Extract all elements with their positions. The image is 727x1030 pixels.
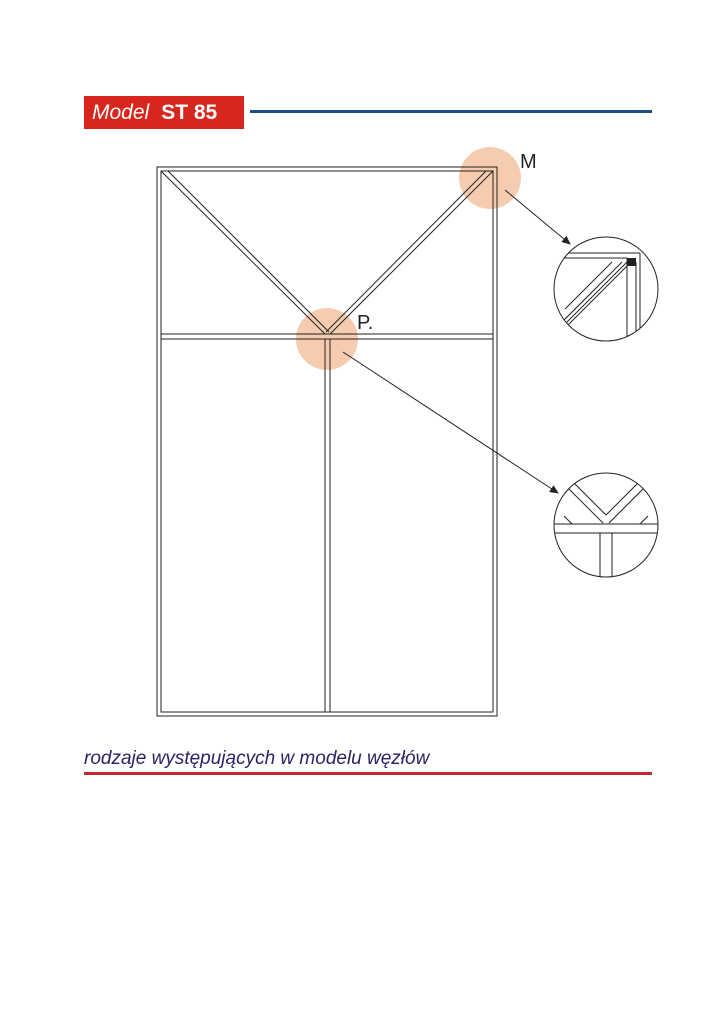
diagram-caption: rodzaje występujących w modelu węzłów: [84, 748, 430, 769]
window-frame: [157, 167, 497, 716]
detail-m-zoom: [540, 237, 658, 350]
model-word: Model: [92, 100, 150, 124]
arrow-p: [343, 352, 558, 493]
detail-p-zoom: [550, 473, 665, 585]
mullion-bar: [325, 339, 330, 712]
node-m-label: M: [520, 151, 537, 173]
caption-rule: [84, 772, 652, 775]
node-p-label: P.: [357, 312, 374, 334]
model-code: ST 85: [161, 100, 218, 124]
node-m-highlight: [459, 147, 521, 209]
arrow-m: [505, 190, 570, 244]
